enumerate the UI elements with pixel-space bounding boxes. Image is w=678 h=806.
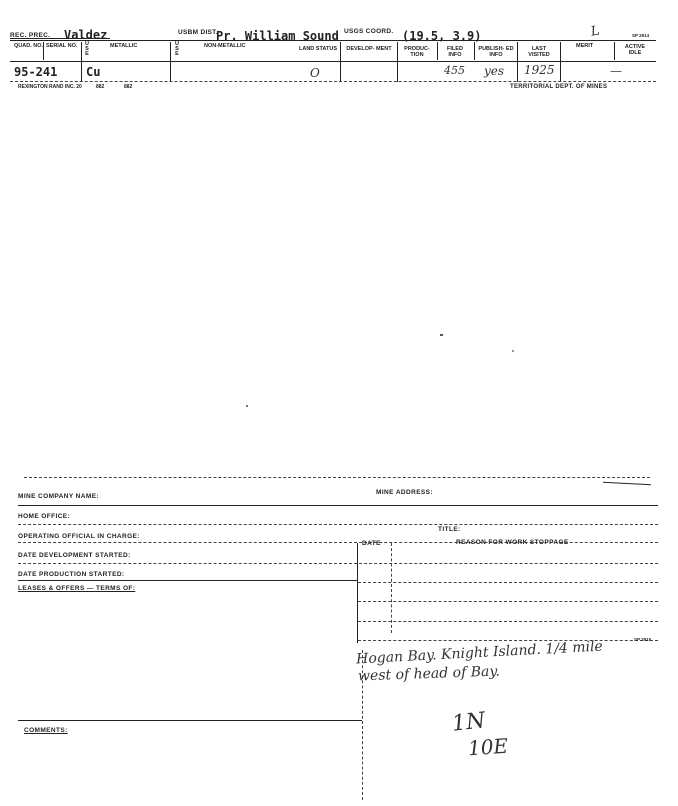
leases-label: LEASES & OFFERS — TERMS OF: xyxy=(18,585,136,592)
handwritten-location-line-2: west of head of Bay. xyxy=(357,663,501,685)
usbm-dist-label: USBM DIST. xyxy=(178,29,218,36)
col-published-info: PUBLISH- ED INFO xyxy=(478,46,514,58)
card-top-rule xyxy=(24,477,650,478)
row-bottom-rule xyxy=(10,81,656,82)
col-development: DEVELOP- MENT xyxy=(346,46,392,52)
home-office-label: HOME OFFICE: xyxy=(18,513,71,520)
date-development-label: DATE DEVELOPMENT STARTED: xyxy=(18,552,131,559)
handwritten-location-line-1: Hogan Bay. Knight Island. 1/4 mile xyxy=(355,638,604,668)
printer-note: REXINGTON RAND INC. 20 xyxy=(18,84,82,90)
col-land-status: LAND STATUS xyxy=(299,46,337,52)
col-merit: MERIT xyxy=(576,43,594,49)
col-filed-info: FILED INFO xyxy=(447,46,463,58)
usgs-coord-value: (19.5, 3.9) xyxy=(402,29,482,43)
handwritten-code-2: 10E xyxy=(467,733,509,761)
date-column-header: DATE xyxy=(362,540,381,547)
col-metallic: METALLIC xyxy=(110,43,138,49)
printer-code-b: 882 xyxy=(124,84,133,90)
handwritten-code-1: 1N xyxy=(450,708,487,737)
mine-company-name-label: MINE COMPANY NAME: xyxy=(18,493,99,500)
col-active-idle: ACTIVE IDLE xyxy=(624,44,646,56)
quad-serial-value: 95-241 xyxy=(14,65,58,79)
department-label: TERRITORIAL DEPT. OF MINES xyxy=(510,84,608,90)
speck xyxy=(246,405,248,407)
left-right-divider xyxy=(357,543,358,643)
form-number: SP 2914 xyxy=(632,33,650,38)
header-rule xyxy=(10,40,656,41)
speck xyxy=(512,350,514,352)
land-status-value: O xyxy=(310,66,320,80)
usgs-coord-label: USGS COORD. xyxy=(344,28,394,35)
col-use-right: U S E xyxy=(175,41,179,57)
corner-check-mark: L xyxy=(589,23,601,40)
date-column-divider xyxy=(391,543,392,633)
col-production: PRODUC- TION xyxy=(404,46,430,58)
active-idle-value: — xyxy=(610,64,622,78)
last-visited-value: 1925 xyxy=(524,63,555,77)
col-quad-no: QUAD. NO. xyxy=(14,43,44,49)
published-info-value: yes xyxy=(484,64,505,78)
operating-official-label: OPERATING OFFICIAL IN CHARGE: xyxy=(18,533,140,540)
filed-info-value: 455 xyxy=(444,64,465,77)
column-header-rule xyxy=(10,61,656,62)
rec-prec-label: REC. PREC. xyxy=(10,32,51,39)
metallic-value: Cu xyxy=(86,65,101,79)
date-production-label: DATE PRODUCTION STARTED: xyxy=(18,571,125,578)
title-label: TITLE: xyxy=(438,526,461,533)
usbm-dist-value: Pr. William Sound xyxy=(216,29,339,43)
reason-column-header: REASON FOR WORK STOPPAGE xyxy=(456,539,569,546)
rec-prec-value: Valdez xyxy=(64,28,108,42)
col-use-left: U S E xyxy=(85,41,89,57)
speck xyxy=(440,334,443,336)
col-serial-no: SERIAL NO. xyxy=(46,43,78,49)
comments-label: COMMENTS: xyxy=(24,727,68,734)
col-last-visited: LAST VISITED xyxy=(528,46,550,58)
mine-address-label: MINE ADDRESS: xyxy=(376,489,433,496)
printer-code-a: 882 xyxy=(96,84,105,90)
col-non-metallic: NON-METALLIC xyxy=(204,43,246,49)
form-number-bottom: SP 2915 xyxy=(634,637,652,642)
header-underline xyxy=(10,38,110,39)
